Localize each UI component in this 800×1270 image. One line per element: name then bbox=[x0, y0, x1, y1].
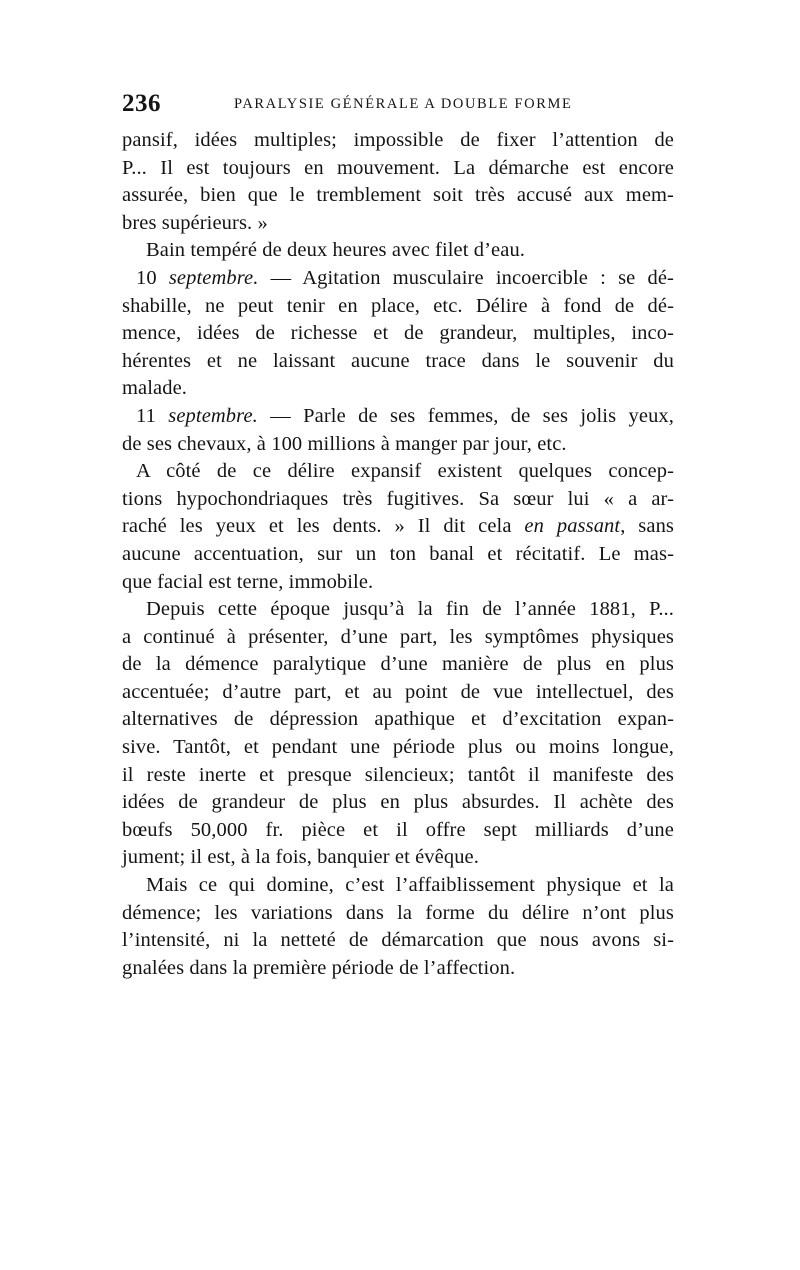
text-line bbox=[122, 127, 674, 155]
text-segment: mence, idées de richesse et de grandeur, multiples, inco- bbox=[122, 322, 674, 345]
text-line bbox=[122, 431, 674, 459]
text-segment: Mais ce qui domine, c’est l’affaiblissement physique et la bbox=[146, 874, 674, 897]
text-line bbox=[122, 817, 674, 845]
text-segment: bres supérieurs. » bbox=[122, 211, 268, 234]
text-line bbox=[122, 927, 674, 955]
text-line bbox=[122, 403, 674, 431]
text-line bbox=[122, 624, 674, 652]
page-number: 236 bbox=[122, 90, 161, 117]
text-line bbox=[122, 348, 674, 376]
text-segment: alternatives de dépression apathique et d’excitation expan- bbox=[122, 708, 674, 731]
text-line bbox=[122, 955, 674, 983]
text-segment: hérentes et ne laissant aucune trace dans le souvenir du bbox=[122, 349, 674, 372]
text-line bbox=[122, 293, 674, 321]
body-text bbox=[122, 127, 674, 982]
running-title: PARALYSIE GÉNÉRALE A DOUBLE FORME bbox=[234, 96, 573, 112]
text-segment: raché les yeux et les dents. » Il dit cela bbox=[122, 515, 525, 538]
text-segment: démence; les variations dans la forme du délire n’ont plus bbox=[122, 901, 674, 924]
italic-text: en passant bbox=[524, 515, 621, 538]
italic-text: septembre. bbox=[168, 266, 259, 289]
text-line bbox=[122, 789, 674, 817]
text-line bbox=[122, 210, 674, 238]
text-segment: , sans bbox=[620, 515, 675, 538]
page-header bbox=[122, 90, 682, 120]
italic-text: septembre. bbox=[168, 404, 258, 427]
text-segment: idées de grandeur de plus en plus absurdes. Il achète des bbox=[122, 791, 674, 814]
text-line bbox=[122, 569, 674, 597]
text-segment: accentuée; d’autre part, et au point de vue intellectuel, des bbox=[122, 680, 674, 703]
text-segment: l’intensité, ni la netteté de démarcation que nous avons si- bbox=[122, 929, 674, 952]
text-segment: Bain tempéré de deux heures avec filet d’eau. bbox=[146, 239, 526, 262]
text-line bbox=[122, 706, 674, 734]
text-line bbox=[122, 872, 674, 900]
text-segment: de ses chevaux, à 100 millions à manger par jour, etc. bbox=[122, 432, 567, 455]
text-line bbox=[122, 155, 674, 183]
text-segment: que facial est terne, immobile. bbox=[122, 570, 374, 593]
text-segment: A côté de ce délire expansif existent quelques concep- bbox=[136, 460, 674, 483]
text-line bbox=[122, 900, 674, 928]
text-segment: malade. bbox=[122, 377, 188, 400]
text-line bbox=[122, 541, 674, 569]
text-segment: tions hypochondriaques très fugitives. Sa sœur lui « a ar- bbox=[122, 487, 674, 510]
text-line bbox=[122, 844, 674, 872]
text-segment: aucune accentuation, sur un ton banal et récitatif. Le mas- bbox=[122, 542, 674, 565]
text-segment: jument; il est, à la fois, banquier et évêque. bbox=[122, 846, 479, 869]
text-line bbox=[122, 596, 674, 624]
text-line bbox=[122, 375, 674, 403]
text-segment: bœufs 50,000 fr. pièce et il offre sept milliards d’une bbox=[122, 818, 674, 841]
text-segment: assurée, bien que le tremblement soit très accusé aux mem- bbox=[122, 184, 674, 207]
text-line bbox=[122, 651, 674, 679]
text-segment: shabille, ne peut tenir en place, etc. Délire à fond de dé- bbox=[122, 294, 674, 317]
text-segment: — Parle de ses femmes, de ses jolis yeux, bbox=[257, 404, 674, 427]
text-line bbox=[122, 679, 674, 707]
text-segment: sive. Tantôt, et pendant une période plus ou moins longue, bbox=[122, 736, 674, 759]
text-segment: il reste inerte et presque silencieux; tantôt il manifeste des bbox=[122, 763, 674, 786]
text-segment: 11 bbox=[136, 404, 169, 427]
text-line bbox=[122, 237, 674, 265]
text-line bbox=[122, 513, 674, 541]
text-line bbox=[122, 762, 674, 790]
text-segment: a continué à présenter, d’une part, les symptômes physiques bbox=[122, 625, 674, 648]
text-line bbox=[122, 458, 674, 486]
text-segment: de la démence paralytique d’une manière de plus en plus bbox=[122, 653, 674, 676]
text-segment: Depuis cette époque jusqu’à la fin de l’année 1881, P... bbox=[146, 598, 674, 621]
text-segment: P... Il est toujours en mouvement. La démarche est encore bbox=[122, 156, 674, 179]
text-line bbox=[122, 265, 674, 293]
text-line bbox=[122, 734, 674, 762]
text-line bbox=[122, 486, 674, 514]
text-segment: — Agitation musculaire incoercible : se dé- bbox=[258, 266, 674, 289]
text-segment: 10 bbox=[136, 266, 169, 289]
text-line bbox=[122, 182, 674, 210]
text-segment: gnalées dans la première période de l’affection. bbox=[122, 956, 516, 979]
text-line bbox=[122, 320, 674, 348]
text-segment: pansif, idées multiples; impossible de fixer l’attention de bbox=[122, 129, 674, 151]
